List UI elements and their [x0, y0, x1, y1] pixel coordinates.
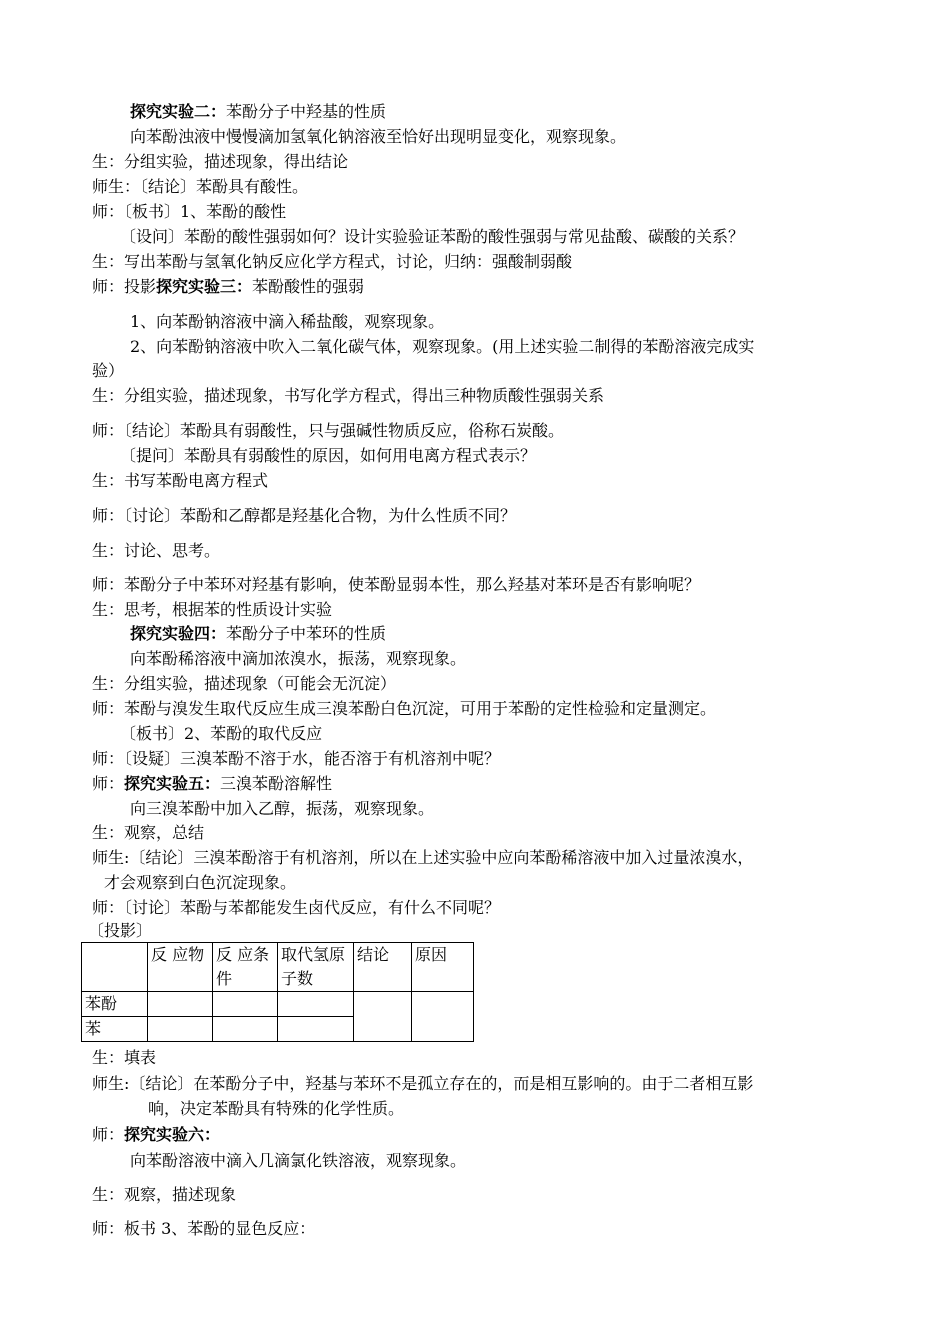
table-header-cell: 反 应物: [148, 943, 213, 992]
text-line: 向三溴苯酚中加入乙醇，振荡，观察现象。: [130, 799, 435, 818]
table-header-cell: 结论: [354, 943, 412, 992]
table-cell: [278, 1017, 354, 1042]
table-cell: [148, 1017, 213, 1042]
text-line: 师生:〔结论〕三溴苯酚溶于有机溶剂，所以在上述实验中应向苯酚稀溶液中加入过量浓溴水，: [92, 848, 754, 867]
table-cell: 苯: [82, 1017, 148, 1042]
text-line: 才会观察到白色沉淀现象。: [104, 873, 297, 892]
text-line: 1、向苯酚钠溶液中滴入稀盐酸，观察现象。: [130, 312, 445, 331]
text-line: 2、向苯酚钠溶液中吹入二氧化碳气体，观察现象。(用上述实验二制得的苯酚溶液完成实: [130, 337, 755, 356]
table-header-cell: 原因: [412, 943, 474, 992]
text-line: 生：写出苯酚与氢氧化钠反应化学方程式，讨论，归纳：强酸制弱酸: [92, 252, 573, 271]
text-line: 生：填表: [92, 1048, 157, 1067]
table-cell: [412, 992, 474, 1042]
heading-experiment-3: 师：投影探究实验三：苯酚酸性的强弱: [92, 277, 365, 296]
table-cell: [278, 992, 354, 1017]
table-header-cell: 取代氢原子数: [278, 943, 354, 992]
text-line: 向苯酚稀溶液中滴加浓溴水，振荡，观察现象。: [130, 649, 467, 668]
text-line: 师：〔讨论〕苯酚与苯都能发生卤代反应，有什么不同呢？: [92, 898, 501, 917]
text-line: 师：〔设疑〕三溴苯酚不溶于水，能否溶于有机溶剂中呢？: [92, 749, 501, 768]
table-header-cell: 反 应条件: [213, 943, 278, 992]
text-line: 生：观察，总结: [92, 823, 205, 842]
text-line: 〔投影〕: [88, 921, 153, 940]
text-line: 响，决定苯酚具有特殊的化学性质。: [148, 1099, 405, 1118]
table-cell: [213, 1017, 278, 1042]
text-line: 验）: [92, 361, 125, 380]
text-line: 师生:〔结论〕在苯酚分子中，羟基与苯环不是孤立存在的，而是相互影响的。由于二者相互影: [92, 1074, 754, 1093]
text-line: 生：讨论、思考。: [92, 541, 221, 560]
text-line: 生：观察，描述现象: [92, 1185, 237, 1204]
text-line: 生：思考，根据苯的性质设计实验: [92, 600, 333, 619]
table-header-cell: [82, 943, 148, 992]
heading-experiment-2: 探究实验二：苯酚分子中羟基的性质: [130, 102, 387, 121]
text-line: 〔提问〕苯酚具有弱酸性的原因，如何用电离方程式表示？: [120, 446, 537, 465]
table-cell: [354, 992, 412, 1042]
text-line: 向苯酚浊液中慢慢滴加氢氧化钠溶液至恰好出现明显变化，观察现象。: [130, 127, 627, 146]
text-line: 生：书写苯酚电离方程式: [92, 471, 269, 490]
table-cell: [148, 992, 213, 1017]
text-line: 师：苯酚分子中苯环对羟基有影响，使苯酚显弱本性，那么羟基对苯环是否有影响呢？: [92, 575, 701, 594]
text-line: 〔设问〕苯酚的酸性强弱如何？设计实验验证苯酚的酸性强弱与常见盐酸、碳酸的关系？: [120, 227, 745, 246]
text-line: 师：苯酚与溴发生取代反应生成三溴苯酚白色沉淀，可用于苯酚的定性检验和定量测定。: [92, 699, 717, 718]
text-line: 师：〔结论〕苯酚具有弱酸性，只与强碱性物质反应，俗称石炭酸。: [92, 421, 565, 440]
text-line: 生：分组实验，描述现象，得出结论: [92, 152, 349, 171]
text-line: 师：〔讨论〕苯酚和乙醇都是羟基化合物，为什么性质不同？: [92, 506, 517, 525]
heading-experiment-5: 师：探究实验五：三溴苯酚溶解性: [92, 774, 333, 793]
comparison-table: [81, 942, 474, 1042]
text-line: 师生：〔结论〕苯酚具有酸性。: [92, 177, 309, 196]
text-line: 生：分组实验，描述现象，书写化学方程式，得出三种物质酸性强弱关系: [92, 386, 605, 405]
table-cell: [213, 992, 278, 1017]
text-line: 师：板书 3、苯酚的显色反应：: [92, 1219, 316, 1238]
heading-experiment-4: 探究实验四：苯酚分子中苯环的性质: [130, 624, 387, 643]
heading-experiment-6: 师：探究实验六：: [92, 1125, 221, 1144]
text-line: 生：分组实验，描述现象（可能会无沉淀）: [92, 674, 397, 693]
text-line: 〔板书〕2、苯酚的取代反应: [120, 724, 323, 743]
table-row: [82, 992, 474, 1017]
table-cell: 苯酚: [82, 992, 148, 1017]
text-line: 向苯酚溶液中滴入几滴氯化铁溶液，观察现象。: [130, 1151, 467, 1170]
text-line: 师：〔板书〕1、苯酚的酸性: [92, 202, 287, 221]
table-header-row: [82, 943, 474, 992]
